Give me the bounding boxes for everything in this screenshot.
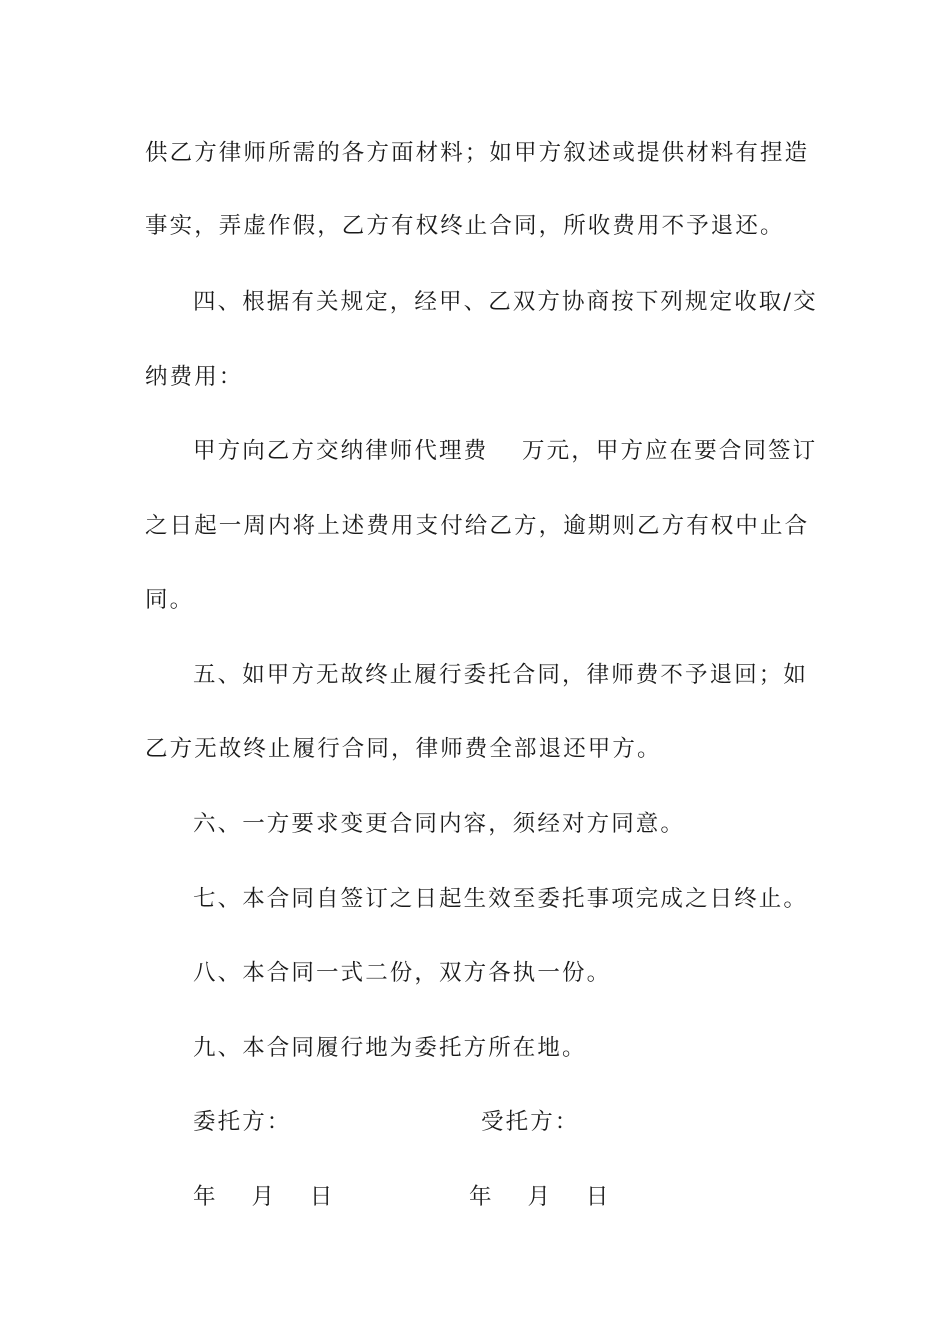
agent-signature-label: 受托方：	[481, 1109, 580, 1135]
text-line: 事实，弄虚作假，乙方有权终止合同，所收费用不予退还。	[145, 213, 785, 239]
clause-five: 五、如甲方无故终止履行委托合同，律师费不予退回；如	[193, 662, 809, 688]
text-line: 纳费用：	[145, 364, 244, 390]
clause-eight: 八、本合同一式二份，双方各执一份。	[193, 960, 612, 986]
text-line: 乙方无故终止履行合同，律师费全部退还甲方。	[145, 736, 662, 762]
clause-four: 四、根据有关规定，经甲、乙双方协商按下列规定收取/交	[193, 289, 818, 315]
text-line: 供乙方律师所需的各方面材料；如甲方叙述或提供材料有捏造	[145, 140, 810, 166]
client-date: 年 月 日	[193, 1184, 335, 1210]
fee-paragraph: 甲方向乙方交纳律师代理费 万元，甲方应在要合同签订	[193, 438, 818, 464]
clause-nine: 九、本合同履行地为委托方所在地。	[193, 1035, 587, 1061]
text-line: 之日起一周内将上述费用支付给乙方，逾期则乙方有权中止合	[145, 513, 810, 539]
agent-date: 年 月 日	[469, 1184, 611, 1210]
client-signature-label: 委托方：	[193, 1109, 292, 1135]
clause-six: 六、一方要求变更合同内容，须经对方同意。	[193, 811, 686, 837]
text-line: 同。	[145, 587, 195, 613]
clause-seven: 七、本合同自签订之日起生效至委托事项完成之日终止。	[193, 886, 809, 912]
